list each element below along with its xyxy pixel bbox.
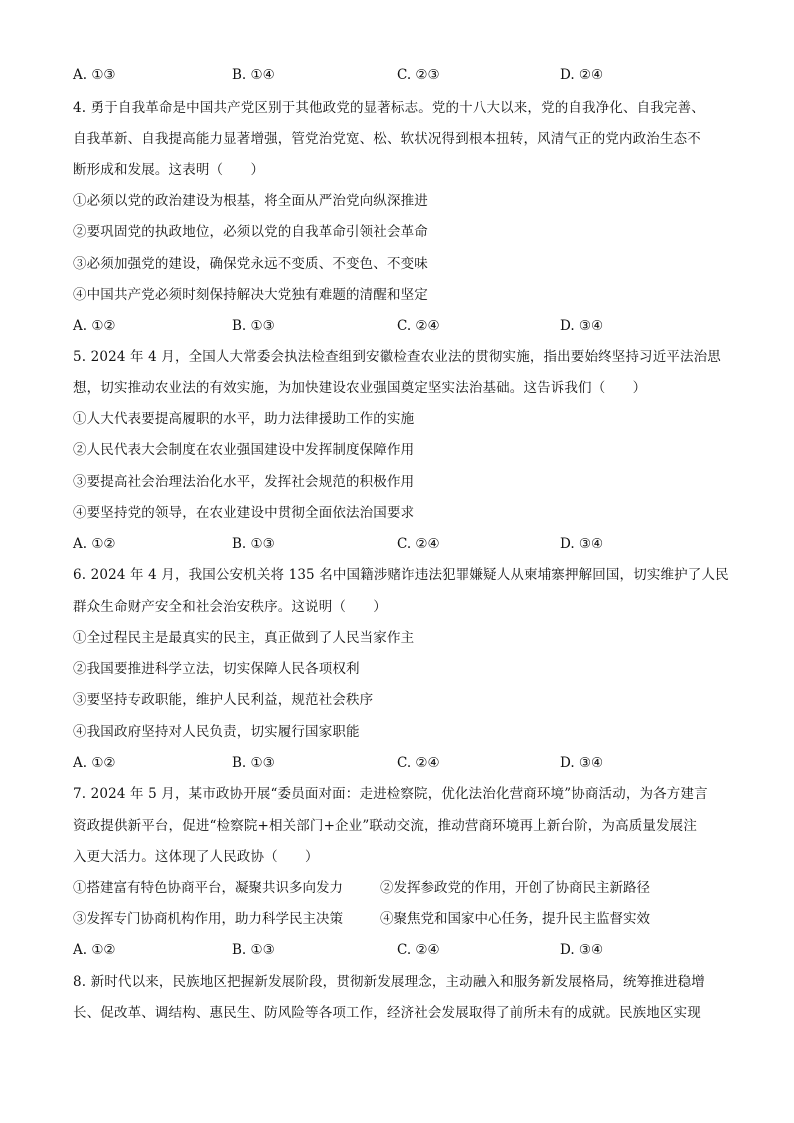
q4-item-4: ④中国共产党必须时刻保持解决大党独有难题的清醒和坚定 (73, 287, 428, 303)
q4-option-a: A. ①② (73, 318, 116, 334)
q4-item-1: ①必须以党的政治建设为根基，将全面从严治党向纵深推进 (73, 193, 428, 209)
q7-option-b: B. ①③ (232, 942, 275, 958)
q5-stem-line-1: 5. 2024 年 4 月，全国人大常委会执法检查组到安徽检查农业法的贯彻实施，指出要始终坚持习近平法治思 (73, 349, 721, 365)
q7-item-3: ③发挥专门协商机构作用，助力科学民主决策 (73, 911, 343, 927)
q7-stem-line-3: 入更大活力。这体现了人民政协（ ） (73, 849, 319, 865)
q5-item-1: ①人大代表要提高履职的水平，助力法律援助工作的实施 (73, 411, 415, 427)
q7-option-d: D. ③④ (560, 942, 604, 958)
q7-item-4: ④聚焦党和国家中心任务，提升民主监督实效 (380, 911, 650, 927)
q5-item-4: ④要坚持党的领导，在农业建设中贯彻全面依法治国要求 (73, 505, 415, 521)
q5-item-2: ②人民代表大会制度在农业强国建设中发挥制度保障作用 (73, 442, 415, 458)
q6-stem-line-2: 群众生命财产安全和社会治安秩序。这说明（ ） (73, 599, 387, 615)
q4-stem-line-3: 断形成和发展。这表明（ ） (73, 162, 265, 178)
q3-option-c: C. ②③ (397, 67, 440, 83)
q5-option-a: A. ①② (73, 536, 116, 552)
q5-item-3: ③要提高社会治理法治化水平，发挥社会规范的积极作用 (73, 474, 415, 490)
q7-item-2: ②发挥参政党的作用，开创了协商民主新路径 (380, 880, 650, 896)
q6-stem-line-1: 6. 2024 年 4 月，我国公安机关将 135 名中国籍涉赌诈违法犯罪嫌疑人从柬埔寨押解回国，切实维护了人民 (73, 567, 729, 583)
q5-option-b: B. ①③ (232, 536, 275, 552)
q3-option-d: D. ②④ (560, 67, 604, 83)
q8-stem-line-2: 长、促改革、调结构、惠民生、防风险等各项工作，经济社会发展取得了前所未有的成就。民族地区实现 (73, 1005, 701, 1021)
q7-stem-line-1: 7. 2024 年 5 月，某市政协开展“委员面对面：走进检察院，优化法治化营商环境”协商活动，为各方建言 (73, 786, 708, 802)
q6-option-a: A. ①② (73, 755, 116, 771)
q4-item-2: ②要巩固党的执政地位，必须以党的自我革命引领社会革命 (73, 224, 428, 240)
q4-option-b: B. ①③ (232, 318, 275, 334)
q5-option-c: C. ②④ (397, 536, 440, 552)
q3-option-a: A. ①③ (73, 67, 116, 83)
q4-stem-line-1: 4. 勇于自我革命是中国共产党区别于其他政党的显著标志。党的十八大以来，党的自我净化、自我完善、 (73, 100, 705, 116)
q3-option-b: B. ①④ (232, 67, 275, 83)
q7-item-1: ①搭建富有特色协商平台，凝聚共识多向发力 (73, 880, 343, 896)
q7-option-c: C. ②④ (397, 942, 440, 958)
q4-item-3: ③必须加强党的建设，确保党永远不变质、不变色、不变味 (73, 256, 428, 272)
q7-option-a: A. ①② (73, 942, 116, 958)
q7-stem-line-2: 资政提供新平台，促进“检察院+相关部门+企业”联动交流，推动营商环境再上新台阶，为高质量发展注 (73, 818, 697, 834)
q4-option-c: C. ②④ (397, 318, 440, 334)
q6-item-4: ④我国政府坚持对人民负责，切实履行国家职能 (73, 724, 360, 740)
q6-item-1: ①全过程民主是最真实的民主，真正做到了人民当家作主 (73, 630, 415, 646)
q5-option-d: D. ③④ (560, 536, 604, 552)
q6-option-c: C. ②④ (397, 755, 440, 771)
q5-stem-line-2: 想，切实推动农业法的有效实施，为加快建设农业强国奠定坚实法治基础。这告诉我们（ ） (73, 380, 647, 396)
q6-item-3: ③要坚持专政职能，维护人民利益，规范社会秩序 (73, 692, 374, 708)
q8-stem-line-1: 8. 新时代以来，民族地区把握新发展阶段，贯彻新发展理念，主动融入和服务新发展格局，统筹推进稳增 (73, 974, 705, 990)
q4-option-d: D. ③④ (560, 318, 604, 334)
q4-stem-line-2: 自我革新、自我提高能力显著增强，管党治党宽、松、软状况得到根本扭转，风清气正的党内政治生态不 (73, 131, 701, 147)
q6-option-d: D. ③④ (560, 755, 604, 771)
q6-item-2: ②我国要推进科学立法，切实保障人民各项权利 (73, 661, 360, 677)
q6-option-b: B. ①③ (232, 755, 275, 771)
